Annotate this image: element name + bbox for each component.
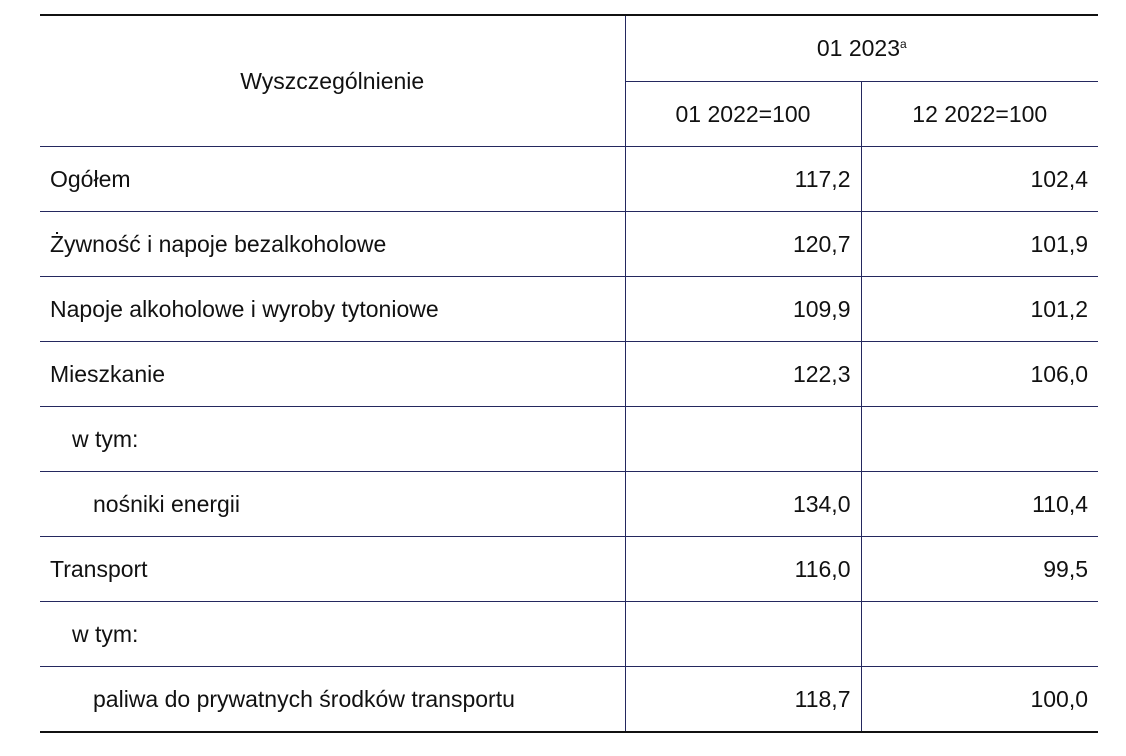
row-label: Ogółem (40, 147, 625, 212)
value-prev-month: 102,4 (861, 147, 1098, 212)
value-prev-month (861, 602, 1098, 667)
row-label: w tym: (40, 602, 625, 667)
period-group-header (625, 15, 1098, 82)
row-label: Napoje alkoholowe i wyroby tytoniowe (40, 277, 625, 342)
table-row (40, 212, 1098, 277)
table-header (40, 15, 1098, 147)
value-prev-month: 100,0 (861, 667, 1098, 733)
stub-header (40, 15, 625, 147)
value-prev-year: 122,3 (625, 342, 861, 407)
value-prev-month: 101,9 (861, 212, 1098, 277)
row-label: Żywność i napoje bezalkoholowe (40, 212, 625, 277)
value-prev-year: 120,7 (625, 212, 861, 277)
row-label: nośniki energii (40, 472, 625, 537)
value-prev-year: 116,0 (625, 537, 861, 602)
table-row (40, 472, 1098, 537)
table-row (40, 342, 1098, 407)
header-row-1 (40, 15, 1098, 82)
table-row (40, 537, 1098, 602)
table-row (40, 407, 1098, 472)
table-body (40, 147, 1098, 733)
row-label: w tym: (40, 407, 625, 472)
stub-header-label: Wyszczególnienie (240, 67, 425, 94)
row-label: paliwa do prywatnych środków transportu (40, 667, 625, 733)
value-prev-month: 101,2 (861, 277, 1098, 342)
value-prev-year: 109,9 (625, 277, 861, 342)
value-prev-month: 110,4 (861, 472, 1098, 537)
value-prev-year: 134,0 (625, 472, 861, 537)
table-row (40, 602, 1098, 667)
value-prev-month (861, 407, 1098, 472)
footnote-marker: a (899, 37, 907, 51)
row-label: Transport (40, 537, 625, 602)
column-header-prev-year: 01 2022=100 (625, 82, 861, 147)
table-row (40, 667, 1098, 733)
value-prev-month: 106,0 (861, 342, 1098, 407)
value-prev-year (625, 602, 861, 667)
table-row (40, 147, 1098, 212)
value-prev-month: 99,5 (861, 537, 1098, 602)
column-header-prev-month: 12 2022=100 (912, 100, 1048, 127)
table-row (40, 277, 1098, 342)
value-prev-year (625, 407, 861, 472)
period-group-label: 01 2023 (816, 35, 900, 61)
value-prev-year: 118,7 (625, 667, 861, 733)
price-index-table (40, 14, 1098, 733)
value-prev-year: 117,2 (625, 147, 861, 212)
row-label: Mieszkanie (40, 342, 625, 407)
